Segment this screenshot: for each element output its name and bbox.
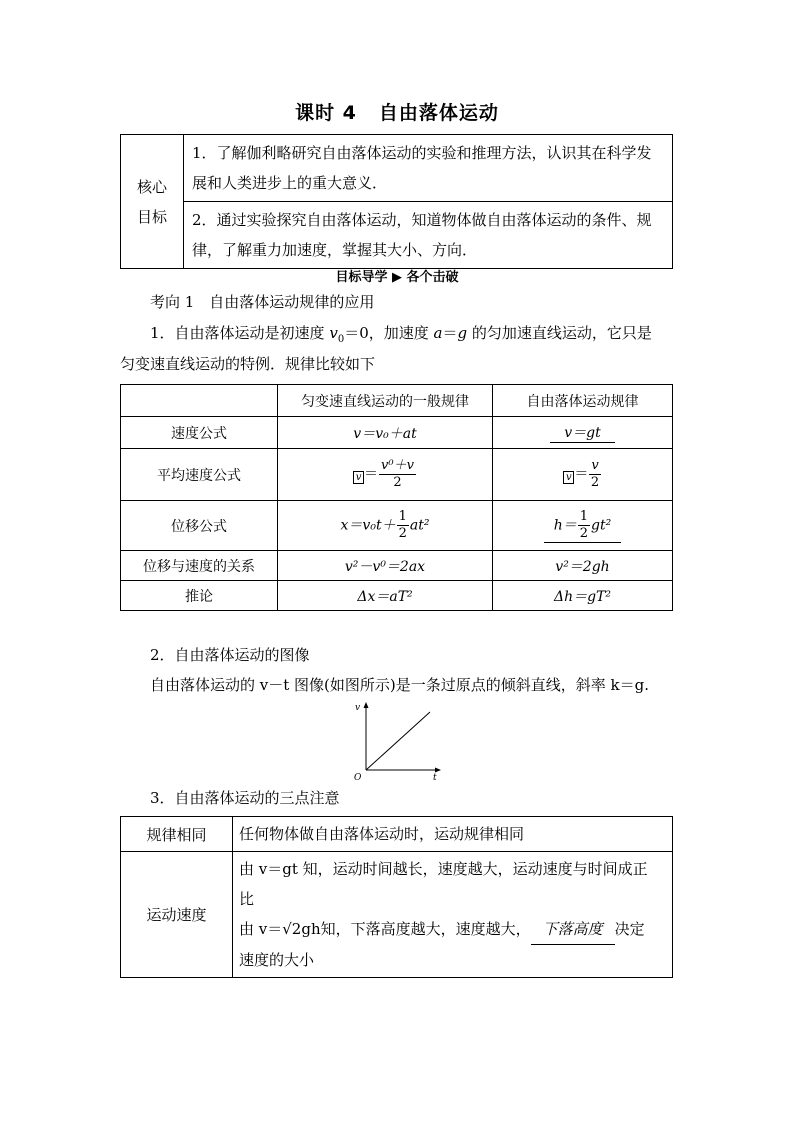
table-row — [121, 581, 673, 611]
free-formula: Δh＝gT² — [493, 581, 673, 611]
law-comparison-table — [120, 384, 673, 611]
table-row — [121, 551, 673, 581]
answer-blank: 下落高度 — [531, 914, 615, 945]
general-formula: v²－v⁰＝2ax — [278, 551, 493, 581]
table-header-empty — [121, 385, 278, 417]
topic-heading: 考向 1 自由落体运动规律的应用 — [150, 293, 375, 311]
notes-table — [120, 816, 673, 978]
mean-v-icon: v — [353, 471, 364, 484]
table-header-general: 匀变速直线运动的一般规律 — [278, 385, 493, 417]
table-row — [121, 449, 673, 501]
row-label: 推论 — [121, 581, 278, 611]
general-formula: x＝v₀t＋ $\frac{1}{2}$ at² — [278, 501, 493, 551]
point2-text: 自由落体运动的 v－t 图像(如图所示)是一条过原点的倾斜直线，斜率 k＝g. — [150, 676, 649, 694]
row-label: 速度公式 — [121, 417, 278, 449]
section-heading: 目标导学 ▶ 各个击破 — [335, 270, 459, 285]
point1-line1: 1．自由落体运动是初速度 $v_0=0$，加速度 a＝g 的匀加速直线运动，它只是 — [150, 324, 652, 345]
objectives-table — [120, 134, 673, 269]
notes-row1-text: 任何物体做自由落体运动时，运动规律相同 — [233, 817, 673, 852]
row-label: 位移与速度的关系 — [121, 551, 278, 581]
general-formula: v＝v₀＋at — [278, 417, 493, 449]
notes-row2-label: 运动速度 — [121, 852, 233, 978]
table-row — [121, 417, 673, 449]
free-formula: h＝ $\frac{1}{2}$ gt² — [493, 501, 673, 551]
free-formula: v ＝ $\frac{v}{2}$ — [493, 449, 673, 501]
point2-heading: 2．自由落体运动的图像 — [150, 646, 310, 664]
table-header-free: 自由落体运动规律 — [493, 385, 673, 417]
row-label: 平均速度公式 — [121, 449, 278, 501]
notes-row1-label: 规律相同 — [121, 817, 233, 852]
graph-x-label: t — [433, 773, 437, 782]
notes-row2-text: 由 v＝gt 知，运动时间越长，速度越大，运动速度与时间成正 比 由 v＝√2gh知，下落高度越大，速度越大， 下落高度 决定 速度的大小 — [233, 852, 673, 978]
general-formula: Δx＝aT² — [278, 581, 493, 611]
graph-origin-label: O — [354, 773, 362, 782]
objective-item-2: 2．通过实验探究自由落体运动，知道物体做自由落体运动的条件、规律，了解重力加速度，掌握其大小、方向． — [184, 202, 673, 269]
table-row — [121, 852, 673, 978]
table-row — [121, 501, 673, 551]
point3-heading: 3．自由落体运动的三点注意 — [150, 789, 340, 807]
point1-line2: 匀变速直线运动的特例．规律比较如下 — [120, 355, 376, 373]
mean-v-icon: v — [563, 471, 574, 484]
objectives-label: 核心 目标 — [121, 135, 184, 269]
free-formula: v＝gt — [493, 417, 673, 449]
graph-y-label: v — [355, 703, 361, 713]
objective-item-1: 1．了解伽利略研究自由落体运动的实验和推理方法，认识其在科学发展和人类进步上的重大意义． — [184, 135, 673, 202]
free-formula: v²＝2gh — [493, 551, 673, 581]
table-row — [121, 817, 673, 852]
row-label: 位移公式 — [121, 501, 278, 551]
general-formula: v ＝ $\frac{\text{v⁰＋v}}{2}$ — [278, 449, 493, 501]
page-title: 课时 4 自由落体运动 — [295, 102, 499, 124]
vt-graph — [350, 700, 445, 782]
